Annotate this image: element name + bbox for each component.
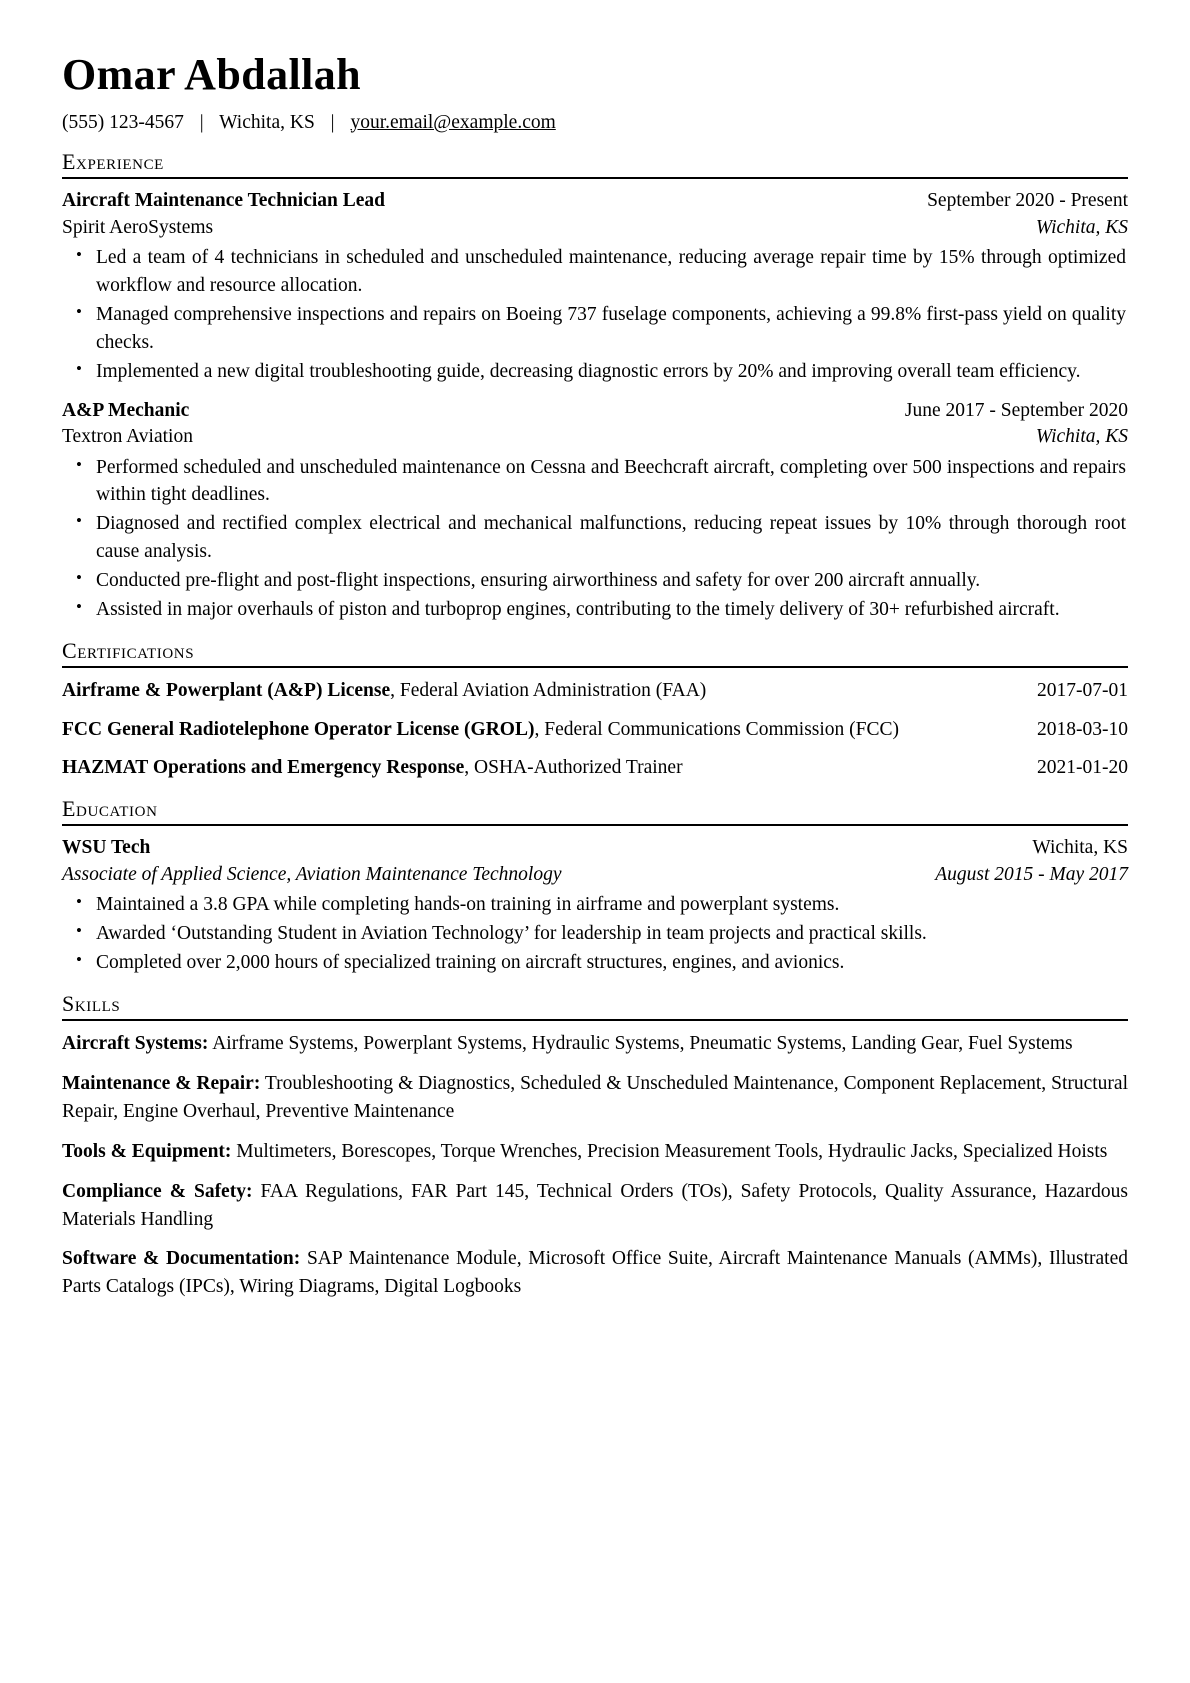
certification-date: 2021-01-20 — [1037, 757, 1128, 779]
job-bullet: • Conducted pre-flight and post-flight inspections, ensuring airworthiness and safety for over 200 aircraft annually. — [62, 567, 1128, 595]
certification-text — [62, 757, 683, 778]
skill-group — [62, 1178, 1128, 1234]
experience-entry-org-row — [62, 424, 1128, 451]
section-rule — [62, 177, 1128, 179]
job-title: A&P Mechanic — [62, 399, 190, 421]
skill-items: SAP Maintenance Module, Microsoft Office Suite, Aircraft Maintenance Manuals (AMMs), Illustrated Parts Catalogs (IPCs), Wiring Diagrams, Digital Logbooks — [62, 1248, 1128, 1298]
certification-issuer: , Federal Communications Commission (FCC) — [534, 718, 900, 740]
job-bullet: • Performed scheduled and unscheduled maintenance on Cessna and Beechcraft aircraft, completing over 500 inspections and repairs within tight deadlines. — [62, 454, 1128, 510]
certification-item — [62, 716, 1128, 744]
email-link[interactable]: your.email@example.com — [350, 111, 556, 133]
education-entry-school-row — [62, 835, 1128, 862]
job-location: Wichita, KS — [1035, 216, 1128, 238]
certification-date: 2018-03-10 — [1037, 718, 1128, 740]
certification-date: 2017-07-01 — [1037, 680, 1128, 702]
experience-entry-title-row — [62, 188, 1128, 215]
skill-items: Multimeters, Borescopes, Torque Wrenches, Precision Measurement Tools, Hydraulic Jacks, Specialized Hoists — [231, 1140, 1108, 1162]
section-heading-education: Education — [62, 796, 158, 822]
skill-items: Troubleshooting & Diagnostics, Scheduled & Unscheduled Maintenance, Component Replacement, Structural Repair, Engine Overhaul, Preventive Maintenance — [62, 1073, 1128, 1122]
section-heading-certifications: Certifications — [62, 637, 195, 663]
section-heading-experience: Experience — [62, 148, 164, 174]
experience-entry-title-row — [62, 398, 1128, 425]
section-rule — [62, 824, 1128, 826]
education-entry-degree-row — [62, 862, 1128, 889]
skill-category: Software & Documentation: — [62, 1248, 301, 1270]
skill-group — [62, 1030, 1128, 1058]
education-entry — [62, 835, 1128, 977]
job-bullet: • Led a team of 4 technicians in scheduled and unscheduled maintenance, reducing average repair time by 15% through optimized workflow and resource allocation. — [62, 244, 1128, 300]
job-date: June 2017 - September 2020 — [904, 399, 1128, 421]
skill-group — [62, 1245, 1128, 1301]
job-title: Aircraft Maintenance Technician Lead — [62, 190, 385, 212]
location-text: Wichita, KS — [219, 111, 315, 133]
experience-section — [62, 150, 1128, 624]
skill-category: Aircraft Systems: — [62, 1033, 209, 1055]
contact-line — [62, 110, 1128, 135]
certification-text — [62, 719, 899, 740]
job-company: Textron Aviation — [62, 426, 193, 448]
certification-name: Airframe & Powerplant (A&P) License — [62, 680, 391, 702]
certification-text — [62, 680, 706, 701]
section-rule — [62, 1019, 1128, 1021]
job-bullet: • Implemented a new digital troubleshooting guide, decreasing diagnostic errors by 20% and improving overall team efficiency. — [62, 358, 1128, 386]
certification-issuer: , OSHA-Authorized Trainer — [464, 757, 683, 779]
resume-header — [62, 52, 1128, 135]
degree-name: Associate of Applied Science, Aviation Maintenance Technology — [62, 863, 562, 885]
education-bullet-list — [62, 891, 1128, 977]
job-bullet: • Assisted in major overhauls of piston and turboprop engines, contributing to the timely delivery of 30+ refurbished aircraft. — [62, 596, 1128, 624]
experience-entry — [62, 188, 1128, 385]
certification-item — [62, 754, 1128, 782]
job-bullet-list — [62, 244, 1128, 385]
certification-item — [62, 677, 1128, 705]
education-bullet: • Awarded ‘Outstanding Student in Aviation Technology’ for leadership in team projects and practical skills. — [62, 920, 1128, 948]
section-rule — [62, 666, 1128, 668]
skill-category: Tools & Equipment: — [62, 1140, 232, 1162]
contact-separator-2: | — [330, 111, 335, 133]
experience-entry-org-row — [62, 215, 1128, 242]
education-bullet: • Completed over 2,000 hours of specialized training on aircraft structures, engines, and avionics. — [62, 949, 1128, 977]
education-bullet: • Maintained a 3.8 GPA while completing hands-on training in airframe and powerplant systems. — [62, 891, 1128, 919]
education-section — [62, 797, 1128, 977]
section-heading-skills: Skills — [62, 990, 121, 1016]
job-bullet: • Managed comprehensive inspections and repairs on Boeing 737 fuselage components, achieving a 99.8% first-pass yield on quality checks. — [62, 301, 1128, 357]
certifications-section — [62, 639, 1128, 782]
certification-issuer: , Federal Aviation Administration (FAA) — [390, 680, 707, 702]
skill-category: Maintenance & Repair: — [62, 1073, 261, 1094]
candidate-name: Omar Abdallah — [62, 50, 362, 99]
experience-entry — [62, 398, 1128, 624]
job-location: Wichita, KS — [1035, 426, 1128, 448]
certification-name: HAZMAT Operations and Emergency Response — [62, 757, 465, 779]
skill-category: Compliance & Safety: — [62, 1180, 253, 1202]
certification-name: FCC General Radiotelephone Operator License (GROL) — [62, 718, 535, 740]
job-bullet: • Diagnosed and rectified complex electrical and mechanical malfunctions, reducing repeat issues by 10% through thorough root cause analysis. — [62, 510, 1128, 566]
skill-group — [62, 1070, 1128, 1126]
job-bullet-list — [62, 454, 1128, 624]
job-company: Spirit AeroSystems — [62, 216, 214, 238]
school-location: Wichita, KS — [1032, 837, 1128, 859]
job-date: September 2020 - Present — [927, 190, 1128, 212]
skill-items: Airframe Systems, Powerplant Systems, Hydraulic Systems, Pneumatic Systems, Landing Gear, Fuel Systems — [208, 1033, 1073, 1055]
education-dates: August 2015 - May 2017 — [935, 863, 1128, 885]
school-name: WSU Tech — [62, 837, 151, 859]
contact-separator-1: | — [199, 111, 204, 133]
skill-items: FAA Regulations, FAR Part 145, Technical Orders (TOs), Safety Protocols, Quality Assurance, Hazardous Materials Handling — [62, 1180, 1128, 1230]
skill-group — [62, 1138, 1128, 1166]
skills-section — [62, 992, 1128, 1301]
phone-text: (555) 123-4567 — [62, 111, 184, 133]
